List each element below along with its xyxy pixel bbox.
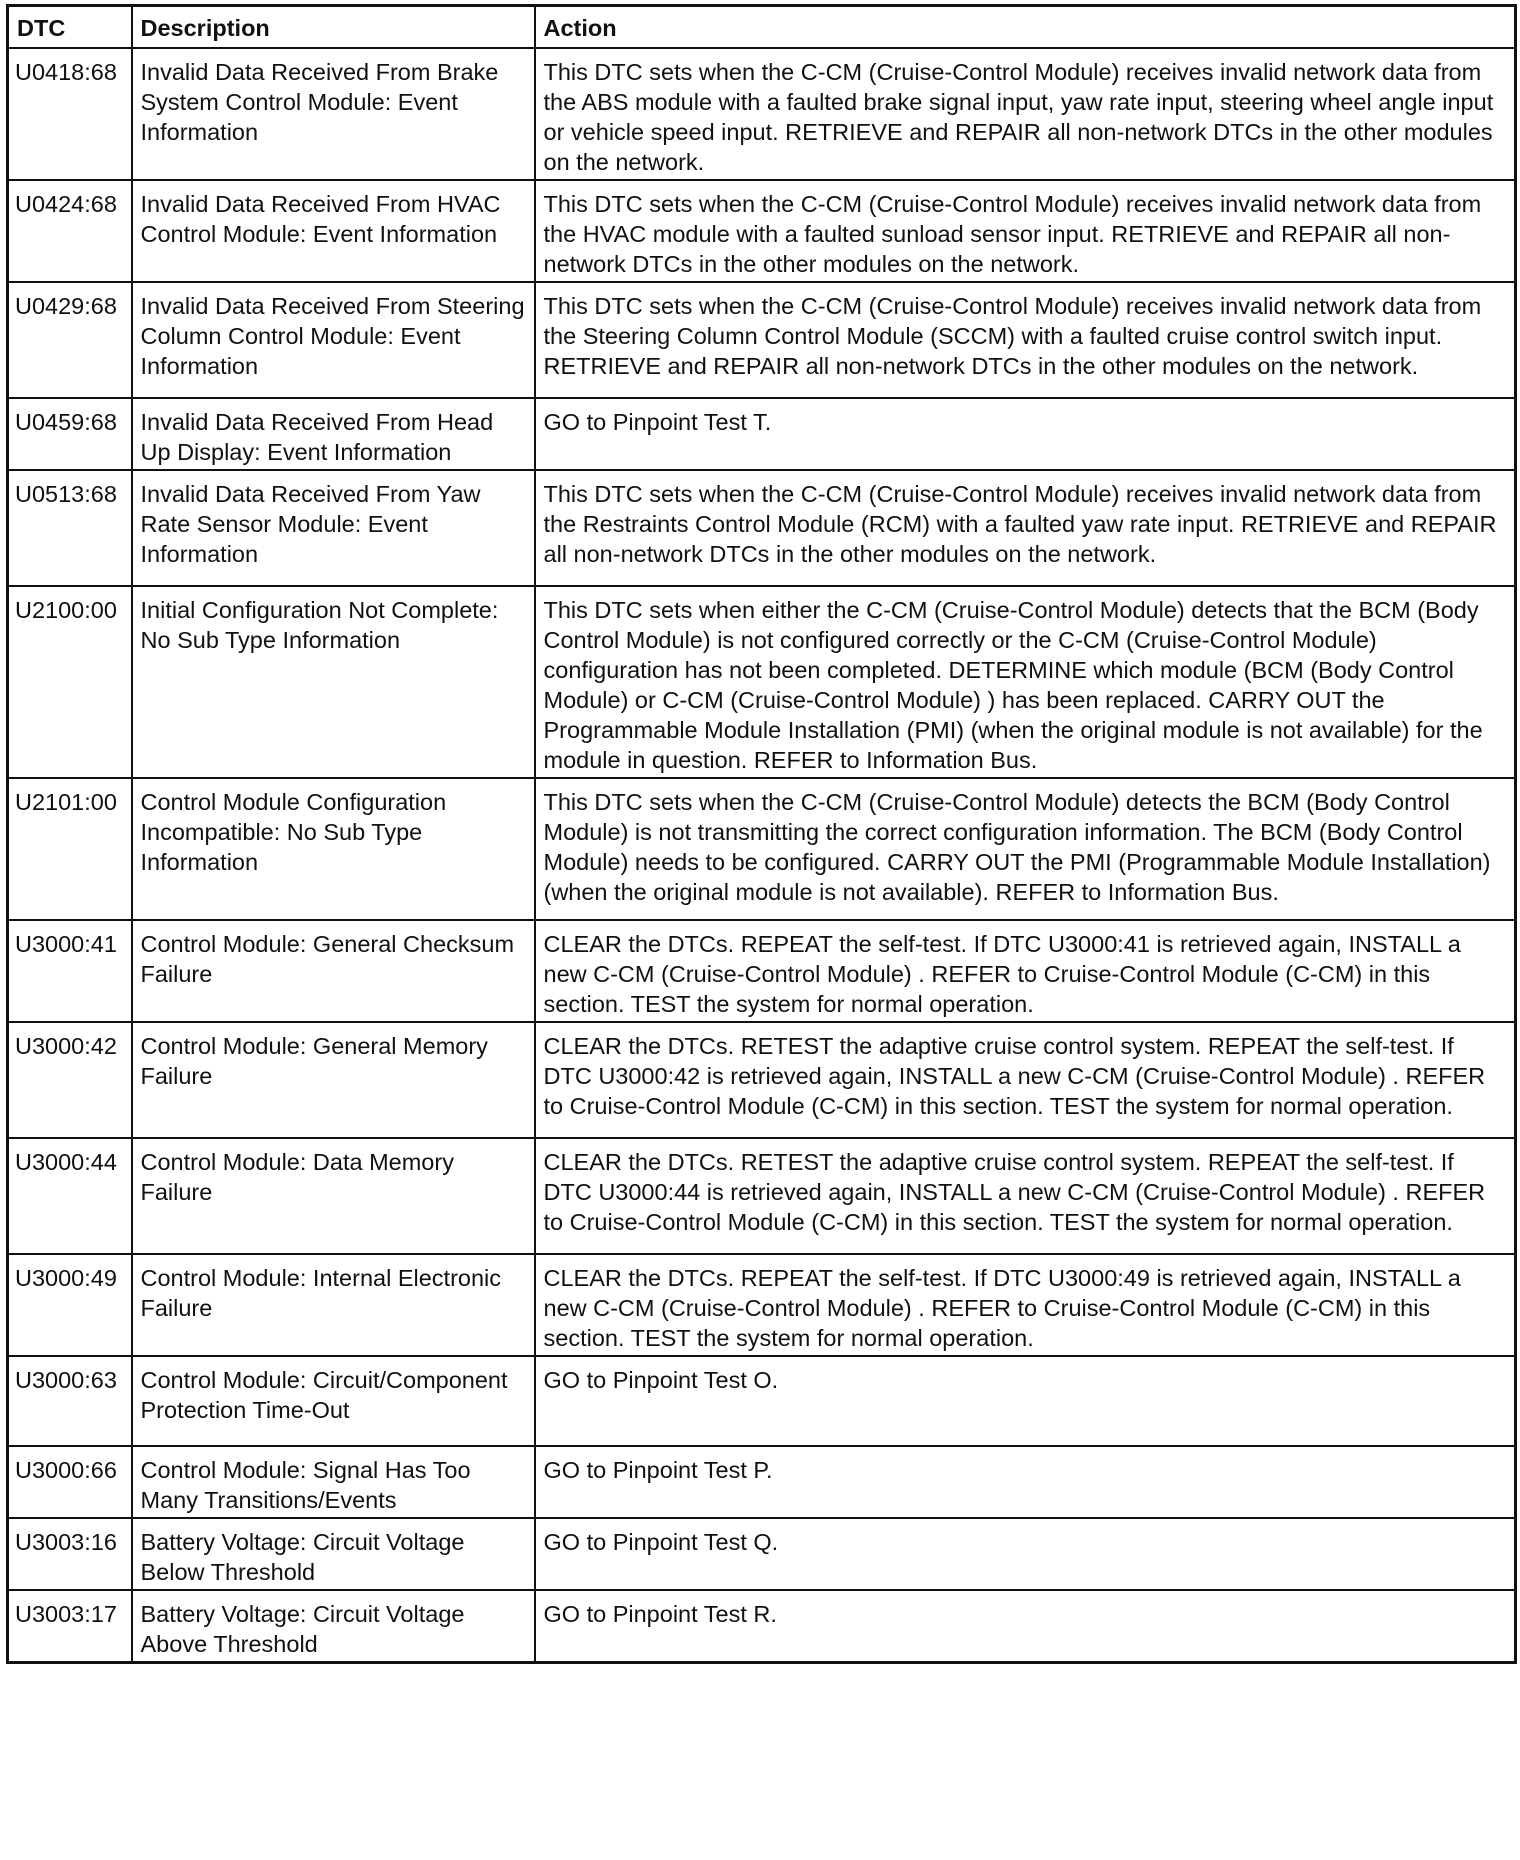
dtc-action: CLEAR the DTCs. RETEST the adaptive cruise control system. REPEAT the self-test. If DTC U3000:42 is retrieved again, INSTALL a new C-CM (Cruise-Control Module) . REFER to Cruise-Control Module (C-CM) in this section. TEST the system for normal operation.	[535, 1022, 1516, 1138]
dtc-code: U2100:00	[8, 586, 132, 778]
table-row	[8, 282, 1516, 398]
dtc-description: Invalid Data Received From HVAC Control Module: Event Information	[132, 180, 535, 282]
dtc-action: This DTC sets when the C-CM (Cruise-Control Module) receives invalid network data from the Steering Column Control Module (SCCM) with a faulted cruise control switch input. RETRIEVE and REPAIR all non-network DTCs in the other modules on the network.	[535, 282, 1516, 398]
header-action: Action	[535, 6, 1516, 49]
dtc-code: U3000:41	[8, 920, 132, 1022]
dtc-description: Control Module: General Checksum Failure	[132, 920, 535, 1022]
dtc-action: GO to Pinpoint Test O.	[535, 1356, 1516, 1446]
table-row	[8, 1518, 1516, 1590]
dtc-action: GO to Pinpoint Test Q.	[535, 1518, 1516, 1590]
table-row	[8, 1446, 1516, 1518]
table-row	[8, 48, 1516, 180]
table-row	[8, 470, 1516, 586]
table-row	[8, 920, 1516, 1022]
dtc-description: Control Module: Circuit/Component Protection Time-Out	[132, 1356, 535, 1446]
dtc-table	[6, 4, 1517, 1664]
dtc-code: U0429:68	[8, 282, 132, 398]
dtc-action: CLEAR the DTCs. REPEAT the self-test. If DTC U3000:41 is retrieved again, INSTALL a new C-CM (Cruise-Control Module) . REFER to Cruise-Control Module (C-CM) in this section. TEST the system for normal operation.	[535, 920, 1516, 1022]
dtc-description: Battery Voltage: Circuit Voltage Above Threshold	[132, 1590, 535, 1663]
dtc-action: This DTC sets when the C-CM (Cruise-Control Module) receives invalid network data from the ABS module with a faulted brake signal input, yaw rate input, steering wheel angle input or vehicle speed input. RETRIEVE and REPAIR all non-network DTCs in the other modules on the network.	[535, 48, 1516, 180]
dtc-action: CLEAR the DTCs. REPEAT the self-test. If DTC U3000:49 is retrieved again, INSTALL a new C-CM (Cruise-Control Module) . REFER to Cruise-Control Module (C-CM) in this section. TEST the system for normal operation.	[535, 1254, 1516, 1356]
dtc-description: Control Module: Data Memory Failure	[132, 1138, 535, 1254]
dtc-action: This DTC sets when the C-CM (Cruise-Control Module) detects the BCM (Body Control Module) is not transmitting the correct configuration information. The BCM (Body Control Module) needs to be configured. CARRY OUT the PMI (Programmable Module Installation) (when the original module is not available). REFER to Information Bus.	[535, 778, 1516, 920]
table-row	[8, 1254, 1516, 1356]
dtc-description: Control Module Configuration Incompatible: No Sub Type Information	[132, 778, 535, 920]
dtc-code: U0459:68	[8, 398, 132, 470]
dtc-description: Invalid Data Received From Head Up Display: Event Information	[132, 398, 535, 470]
dtc-action: CLEAR the DTCs. RETEST the adaptive cruise control system. REPEAT the self-test. If DTC U3000:44 is retrieved again, INSTALL a new C-CM (Cruise-Control Module) . REFER to Cruise-Control Module (C-CM) in this section. TEST the system for normal operation.	[535, 1138, 1516, 1254]
dtc-code: U3000:42	[8, 1022, 132, 1138]
dtc-code: U2101:00	[8, 778, 132, 920]
dtc-code: U3000:66	[8, 1446, 132, 1518]
table-row	[8, 1138, 1516, 1254]
table-row	[8, 586, 1516, 778]
dtc-code: U0513:68	[8, 470, 132, 586]
dtc-description: Control Module: Internal Electronic Failure	[132, 1254, 535, 1356]
dtc-description: Battery Voltage: Circuit Voltage Below Threshold	[132, 1518, 535, 1590]
dtc-code: U3000:44	[8, 1138, 132, 1254]
table-row	[8, 398, 1516, 470]
dtc-action: This DTC sets when either the C-CM (Cruise-Control Module) detects that the BCM (Body Control Module) is not configured correctly or the C-CM (Cruise-Control Module) configuration has not been completed. DETERMINE which module (BCM (Body Control Module) or C-CM (Cruise-Control Module) ) has been replaced. CARRY OUT the Programmable Module Installation (PMI) (when the original module is not available) for the module in question. REFER to Information Bus.	[535, 586, 1516, 778]
dtc-description: Control Module: Signal Has Too Many Transitions/Events	[132, 1446, 535, 1518]
table-body	[8, 48, 1516, 1663]
table-row	[8, 180, 1516, 282]
dtc-description: Invalid Data Received From Brake System Control Module: Event Information	[132, 48, 535, 180]
dtc-action: GO to Pinpoint Test R.	[535, 1590, 1516, 1663]
table-row	[8, 1022, 1516, 1138]
table-row	[8, 1590, 1516, 1663]
dtc-code: U3000:63	[8, 1356, 132, 1446]
dtc-code: U3003:17	[8, 1590, 132, 1663]
dtc-description: Initial Configuration Not Complete: No Sub Type Information	[132, 586, 535, 778]
dtc-description: Control Module: General Memory Failure	[132, 1022, 535, 1138]
table-header-row	[8, 6, 1516, 49]
dtc-code: U3000:49	[8, 1254, 132, 1356]
table-row	[8, 1356, 1516, 1446]
table-row	[8, 778, 1516, 920]
dtc-action: GO to Pinpoint Test P.	[535, 1446, 1516, 1518]
header-description: Description	[132, 6, 535, 49]
dtc-description: Invalid Data Received From Steering Column Control Module: Event Information	[132, 282, 535, 398]
dtc-description: Invalid Data Received From Yaw Rate Sensor Module: Event Information	[132, 470, 535, 586]
dtc-action: This DTC sets when the C-CM (Cruise-Control Module) receives invalid network data from the Restraints Control Module (RCM) with a faulted yaw rate input. RETRIEVE and REPAIR all non-network DTCs in the other modules on the network.	[535, 470, 1516, 586]
dtc-action: This DTC sets when the C-CM (Cruise-Control Module) receives invalid network data from the HVAC module with a faulted sunload sensor input. RETRIEVE and REPAIR all non-network DTCs in the other modules on the network.	[535, 180, 1516, 282]
dtc-action: GO to Pinpoint Test T.	[535, 398, 1516, 470]
header-dtc: DTC	[8, 6, 132, 49]
dtc-code: U0424:68	[8, 180, 132, 282]
dtc-code: U0418:68	[8, 48, 132, 180]
dtc-code: U3003:16	[8, 1518, 132, 1590]
